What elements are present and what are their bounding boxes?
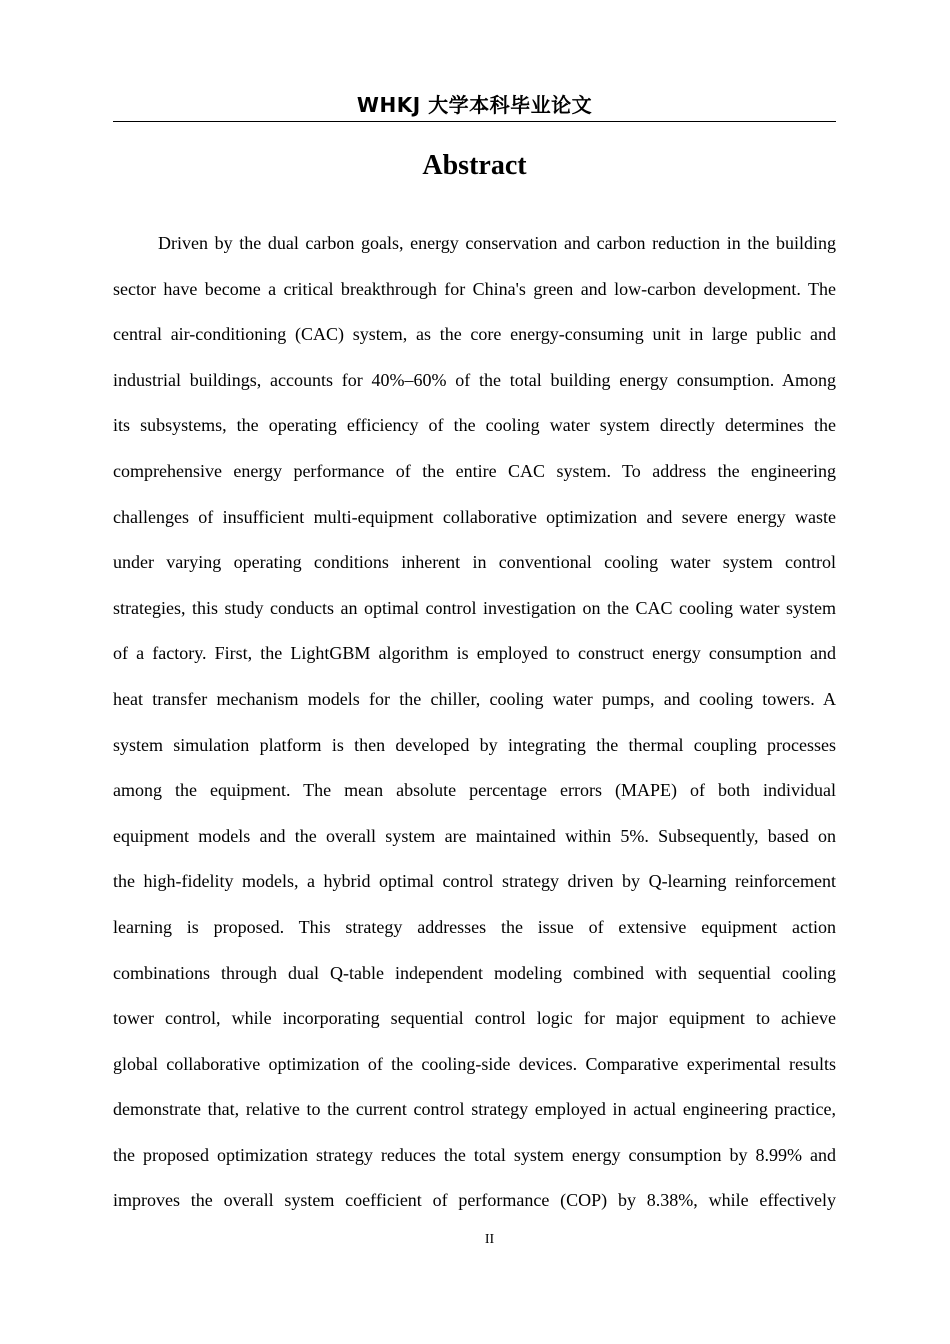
abstract-line: combinations through dual Q-table independent modeling combined with sequential cooling	[113, 962, 836, 983]
abstract-line: its subsystems, the operating efficiency of the cooling water system directly determines the	[113, 415, 836, 436]
abstract-line: Driven by the dual carbon goals, energy conservation and carbon reduction in the building	[158, 233, 836, 253]
abstract-line: learning is proposed. This strategy addresses the issue of extensive equipment action	[113, 916, 836, 937]
abstract-line: strategies, this study conducts an optimal control investigation on the CAC cooling water system	[113, 597, 836, 618]
abstract-body	[113, 221, 836, 1224]
abstract-line: challenges of insufficient multi-equipment collaborative optimization and severe energy waste	[113, 506, 836, 527]
abstract-line: tower control, while incorporating sequential control logic for major equipment to achieve	[113, 1008, 836, 1029]
abstract-line: system simulation platform is then developed by integrating the thermal coupling processes	[113, 734, 836, 755]
abstract-line: central air-conditioning (CAC) system, as the core energy-consuming unit in large public and	[113, 324, 836, 345]
abstract-line: the high-fidelity models, a hybrid optimal control strategy driven by Q-learning reinforcement	[113, 871, 836, 892]
abstract-line: under varying operating conditions inherent in conventional cooling water system control	[113, 552, 836, 573]
page-number: II	[484, 1232, 495, 1247]
abstract-line: global collaborative optimization of the cooling-side devices. Comparative experimental results	[113, 1053, 836, 1074]
abstract-line: sector have become a critical breakthrough for China's green and low-carbon development. The	[113, 278, 836, 299]
abstract-line: equipment models and the overall system are maintained within 5%. Subsequently, based on	[113, 825, 836, 846]
abstract-heading: Abstract	[422, 150, 527, 181]
abstract-line: comprehensive energy performance of the entire CAC system. To address the engineering	[113, 460, 836, 481]
abstract-line: improves the overall system coefficient of performance (COP) by 8.38%, while effectively	[113, 1190, 836, 1211]
abstract-line: industrial buildings, accounts for 40%–60% of the total building energy consumption. Among	[113, 369, 836, 390]
abstract-line: of a factory. First, the LightGBM algorithm is employed to construct energy consumption and	[113, 643, 836, 664]
abstract-line: demonstrate that, relative to the current control strategy employed in actual engineering practice,	[113, 1099, 836, 1120]
running-header: WHKJ 大学本科毕业论文	[356, 93, 593, 117]
abstract-line: among the equipment. The mean absolute percentage errors (MAPE) of both individual	[113, 780, 836, 801]
abstract-line: the proposed optimization strategy reduces the total system energy consumption by 8.99% and	[113, 1144, 836, 1165]
header-rule	[113, 121, 836, 122]
abstract-line: heat transfer mechanism models for the chiller, cooling water pumps, and cooling towers. A	[113, 688, 836, 709]
